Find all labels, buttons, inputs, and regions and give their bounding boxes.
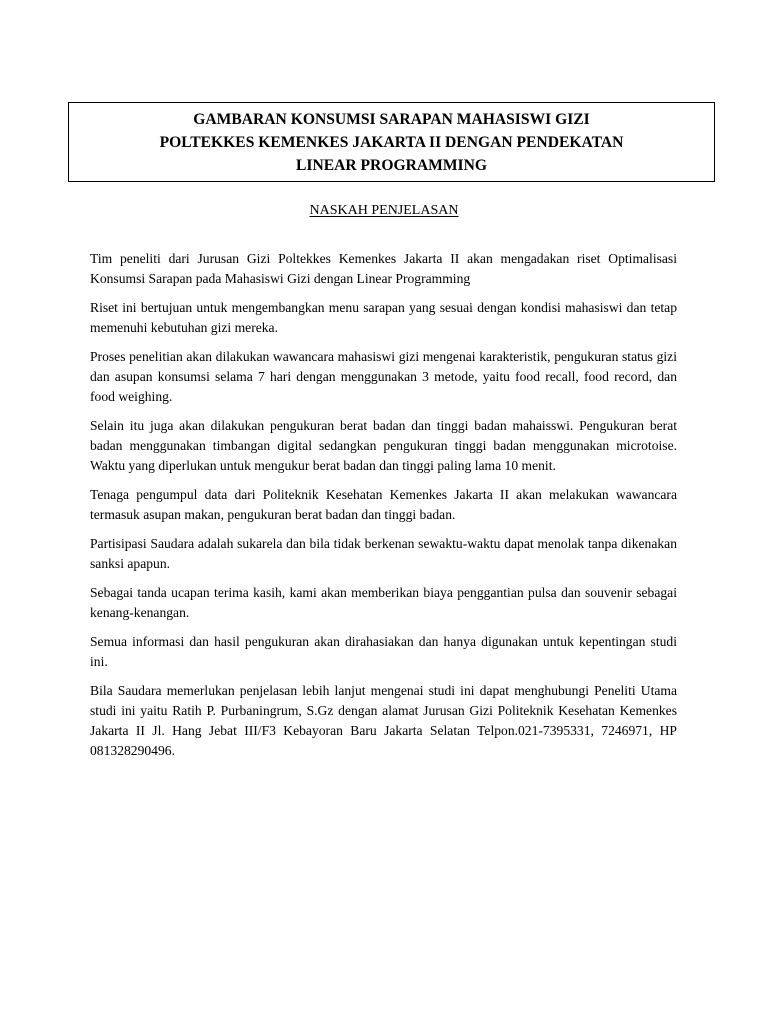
paragraph-measurement: Selain itu juga akan dilakukan pengukuran berat badan dan tinggi badan mahaisswi. Pengukuran berat badan menggunakan timbangan digital sedangkan pengukuran tinggi badan menggunakan microtoise. Waktu yang diperlukan untuk mengukur berat badan dan tinggi paling lama 10 menit. <box>90 418 677 473</box>
paragraph-data-collectors: Tenaga pengumpul data dari Politeknik Kesehatan Kemenkes Jakarta II akan melakukan wawancara termasuk asupan makan, pengukuran berat badan dan tinggi badan. <box>90 487 677 522</box>
section-heading <box>0 202 768 220</box>
paragraph-participation: Partisipasi Saudara adalah sukarela dan bila tidak berkenan sewaktu-waktu dapat menolak tanpa dikenakan sanksi apapun. <box>90 536 677 571</box>
paragraph-contact: Bila Saudara memerlukan penjelasan lebih lanjut mengenai studi ini dapat menghubungi Peneliti Utama studi ini yaitu Ratih P. Purbaningrum, S.Gz dengan alamat Jurusan Gizi Politeknik Kesehatan Kemenkes Jakarta II Jl. Hang Jebat III/F3 Kebayoran Baru Jakarta Selatan Telpon.021-7395331, 7246971, HP 081328290496. <box>90 683 677 758</box>
document-title-box <box>68 102 715 182</box>
paragraph-compensation: Sebagai tanda ucapan terima kasih, kami akan memberikan biaya penggantian pulsa dan souvenir sebagai kenang-kenangan. <box>90 585 677 620</box>
document-title-line: LINEAR PROGRAMMING <box>295 156 488 174</box>
paragraph-confidentiality: Semua informasi dan hasil pengukuran akan dirahasiakan dan hanya digunakan untuk kepentingan studi ini. <box>90 634 677 669</box>
document-title-line: POLTEKKES KEMENKES JAKARTA II DENGAN PENDEKATAN <box>159 133 624 151</box>
paragraph-intro: Tim peneliti dari Jurusan Gizi Poltekkes Kemenkes Jakarta II akan mengadakan riset Optimalisasi Konsumsi Sarapan pada Mahasiswi Gizi dengan Linear Programming <box>90 251 677 286</box>
document-body <box>90 249 677 770</box>
paragraph-process: Proses penelitian akan dilakukan wawancara mahasiswi gizi mengenai karakteristik, pengukuran status gizi dan asupan konsumsi selama 7 hari dengan menggunakan 3 metode, yaitu food recall, food record, dan food weighing. <box>90 349 677 404</box>
document-title-line: GAMBARAN KONSUMSI SARAPAN MAHASISWI GIZI <box>193 110 590 128</box>
paragraph-purpose: Riset ini bertujuan untuk mengembangkan menu sarapan yang sesuai dengan kondisi mahasiswi dan tetap memenuhi kebutuhan gizi mereka. <box>90 300 677 335</box>
section-heading-text: NASKAH PENJELASAN <box>309 203 459 218</box>
